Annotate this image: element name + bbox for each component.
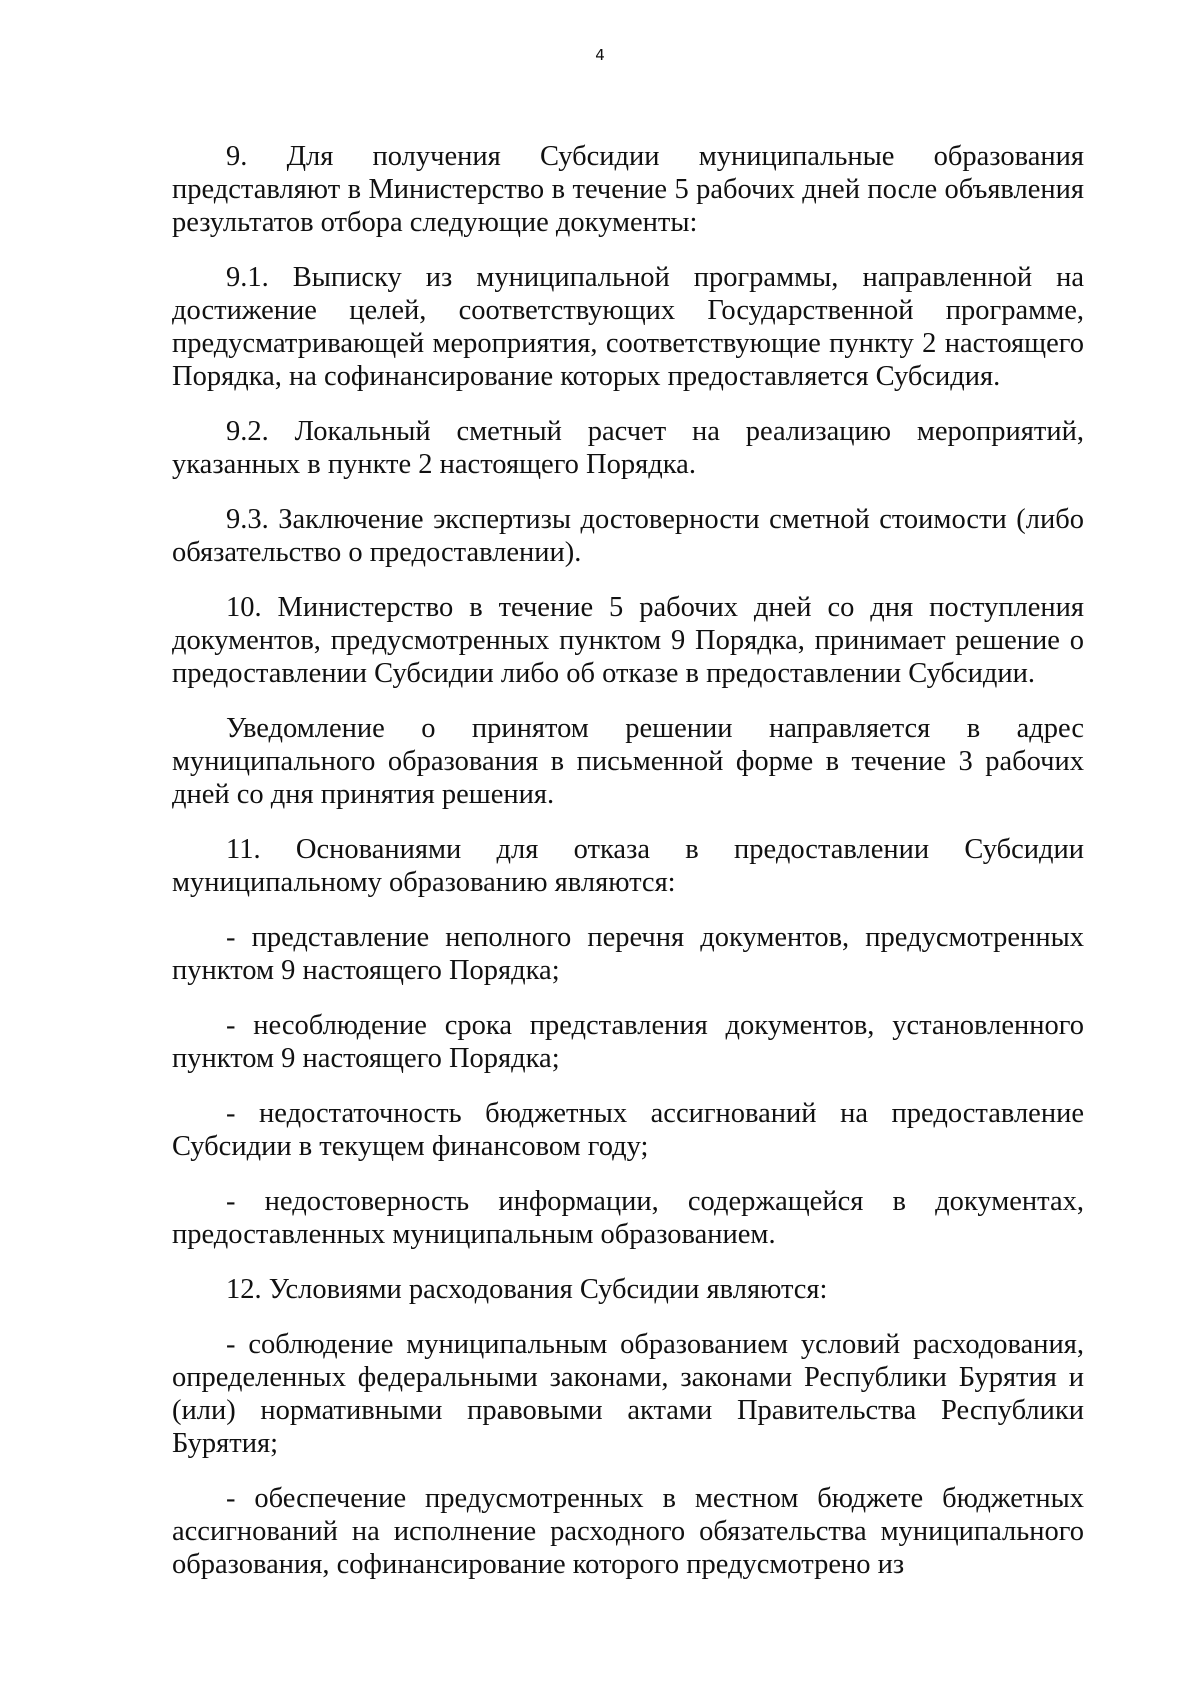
paragraph-9-1: 9.1. Выписку из муниципальной программы, направленной на достижение целей, соответствующих Государственной программе, предусматривающей мероприятия, соответствующие пункту 2 настоящего Порядка, на софинансирование которых предоставляется Субсидия. [172,262,1084,392]
page-number: 4 [595,46,605,64]
list-item-insufficient-budget: - недостаточность бюджетных ассигнований на предоставление Субсидии в текущем финансовом году; [172,1098,1084,1162]
document-body [172,140,1084,1603]
paragraph-9: 9. Для получения Субсидии муниципальные образования представляют в Министерство в течение 5 рабочих дней после объявления результатов отбора следующие документы: [172,141,1084,238]
list-item-budget-provision: - обеспечение предусмотренных в местном бюджете бюджетных ассигнований на исполнение расходного обязательства муниципального образования, софинансирование которого предусмотрено из [172,1483,1084,1580]
list-item-compliance: - соблюдение муниципальным образованием условий расходования, определенных федеральными законами, законами Республики Бурятия и (или) нормативными правовыми актами Правительства Республики Бурятия; [172,1329,1084,1459]
list-item-inaccurate-information: - недостоверность информации, содержащейся в документах, предоставленных муниципальным образованием. [172,1186,1084,1250]
paragraph-notification: Уведомление о принятом решении направляется в адрес муниципального образования в письменной форме в течение 3 рабочих дней со дня принятия решения. [172,713,1084,810]
paragraph-9-3: 9.3. Заключение экспертизы достоверности сметной стоимости (либо обязательство о предоставлении). [172,504,1084,568]
paragraph-12: 12. Условиями расходования Субсидии являются: [226,1274,828,1305]
list-item-deadline-violation: - несоблюдение срока представления документов, установленного пунктом 9 настоящего Порядка; [172,1010,1084,1074]
list-item-incomplete-documents: - представление неполного перечня документов, предусмотренных пунктом 9 настоящего Порядка; [172,922,1084,986]
paragraph-10: 10. Министерство в течение 5 рабочих дней со дня поступления документов, предусмотренных пунктом 9 Порядка, принимает решение о предоставлении Субсидии либо об отказе в предоставлении Субсидии. [172,592,1084,689]
paragraph-9-2: 9.2. Локальный сметный расчет на реализацию мероприятий, указанных в пункте 2 настоящего Порядка. [172,416,1084,480]
paragraph-11: 11. Основаниями для отказа в предоставлении Субсидии муниципальному образованию являются: [172,834,1084,898]
